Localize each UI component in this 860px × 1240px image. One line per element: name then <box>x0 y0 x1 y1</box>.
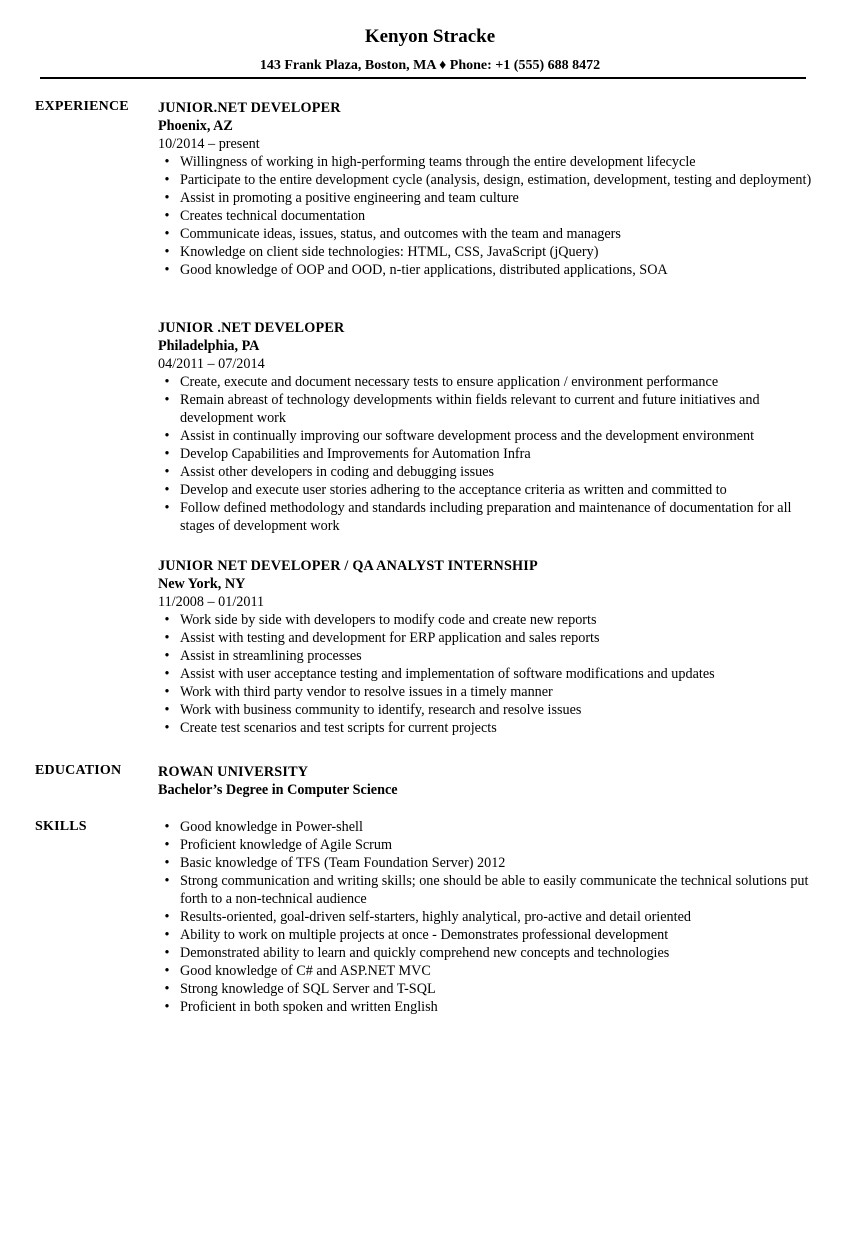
bullet-item <box>158 818 818 836</box>
job-dates: 11/2008 – 01/2011 <box>158 594 265 610</box>
bullet-text: Work side by side with developers to modify code and create new reports <box>180 612 597 628</box>
bullet-text: Willingness of working in high-performing teams through the entire development lifecycle <box>180 154 696 170</box>
bullet-item <box>158 962 818 980</box>
header-divider <box>40 77 806 79</box>
bullet-item <box>158 499 818 535</box>
skills-entry <box>158 818 818 1016</box>
bullet-icon: • <box>164 392 170 408</box>
bullet-item <box>158 647 818 665</box>
bullet-item <box>158 629 818 647</box>
bullet-text: Work with business community to identify, research and resolve issues <box>180 702 582 718</box>
bullet-text: Assist in continually improving our software development process and the development environment <box>180 428 755 444</box>
bullet-item <box>158 445 818 463</box>
bullet-text: Assist in streamlining processes <box>180 648 362 664</box>
bullet-text: Develop Capabilities and Improvements for Automation Infra <box>180 446 531 462</box>
bullet-icon: • <box>164 428 170 444</box>
bullet-text: Knowledge on client side technologies: HTML, CSS, JavaScript (jQuery) <box>180 244 599 260</box>
bullet-text: Assist in promoting a positive engineering and team culture <box>180 190 519 206</box>
bullet-item <box>158 926 818 944</box>
bullet-text: Creates technical documentation <box>180 208 366 224</box>
skills-bullets <box>158 818 818 1016</box>
bullet-text: Assist with testing and development for ERP application and sales reports <box>180 630 600 646</box>
bullet-item <box>158 944 818 962</box>
bullet-text: Basic knowledge of TFS (Team Foundation Server) 2012 <box>180 855 506 871</box>
bullet-text: Good knowledge of OOP and OOD, n-tier applications, distributed applications, SOA <box>180 262 668 278</box>
bullet-icon: • <box>164 630 170 646</box>
bullet-icon: • <box>164 909 170 925</box>
bullet-text: Create test scenarios and test scripts for current projects <box>180 720 497 736</box>
candidate-name: Kenyon Stracke <box>364 26 496 47</box>
school-name: ROWAN UNIVERSITY <box>158 764 309 780</box>
bullet-icon: • <box>164 837 170 853</box>
bullet-icon: • <box>164 190 170 206</box>
bullet-item <box>158 153 818 171</box>
bullet-icon: • <box>164 446 170 462</box>
bullet-item <box>158 719 818 737</box>
bullet-icon: • <box>164 226 170 242</box>
bullet-item <box>158 463 818 481</box>
bullet-text: Ability to work on multiple projects at once - Demonstrates professional development <box>180 927 669 943</box>
degree-name: Bachelor’s Degree in Computer Science <box>158 782 398 798</box>
bullet-item <box>158 243 818 261</box>
bullet-item <box>158 665 818 683</box>
bullet-item <box>158 373 818 391</box>
bullet-item <box>158 611 818 629</box>
bullet-text: Results-oriented, goal-driven self-starters, highly analytical, pro-active and detail oriented <box>180 909 691 925</box>
job-bullets <box>158 153 818 279</box>
bullet-icon: • <box>164 172 170 188</box>
bullet-icon: • <box>164 648 170 664</box>
job-bullets <box>158 373 818 535</box>
bullet-icon: • <box>164 720 170 736</box>
job-entry <box>158 319 818 535</box>
bullet-text: Create, execute and document necessary tests to ensure application / environment performance <box>180 374 719 390</box>
bullet-icon: • <box>164 855 170 871</box>
job-title: JUNIOR NET DEVELOPER / QA ANALYST INTERNSHIP <box>158 558 538 574</box>
job-dates: 04/2011 – 07/2014 <box>158 356 265 372</box>
bullet-icon: • <box>164 963 170 979</box>
bullet-icon: • <box>164 500 170 516</box>
bullet-text: Strong communication and writing skills; one should be able to easily communicate the technical solutions put forth to a non-technical audience <box>180 873 809 907</box>
bullet-text: Follow defined methodology and standards including preparation and maintenance of documentation for all stages of development work <box>180 500 792 534</box>
bullet-item <box>158 908 818 926</box>
bullet-icon: • <box>164 819 170 835</box>
bullet-icon: • <box>164 482 170 498</box>
bullet-icon: • <box>164 666 170 682</box>
bullet-text: Remain abreast of technology developments within fields relevant to current and future initiatives and development work <box>180 392 760 426</box>
bullet-icon: • <box>164 927 170 943</box>
bullet-item <box>158 872 818 908</box>
bullet-text: Demonstrated ability to learn and quickly comprehend new concepts and technologies <box>180 945 670 961</box>
resume-header <box>0 24 860 76</box>
job-title: JUNIOR.NET DEVELOPER <box>158 100 341 116</box>
bullet-text: Participate to the entire development cycle (analysis, design, estimation, development, testing and deployment) <box>180 172 812 188</box>
bullet-item <box>158 207 818 225</box>
job-entry <box>158 557 818 737</box>
bullet-text: Communicate ideas, issues, status, and outcomes with the team and managers <box>180 226 621 242</box>
bullet-item <box>158 998 818 1016</box>
bullet-text: Proficient knowledge of Agile Scrum <box>180 837 392 853</box>
bullet-item <box>158 225 818 243</box>
job-entry <box>158 99 818 279</box>
education-entry <box>158 763 818 799</box>
bullet-icon: • <box>164 981 170 997</box>
bullet-icon: • <box>164 374 170 390</box>
section-label-experience: EXPERIENCE <box>35 99 129 114</box>
section-label-skills: SKILLS <box>35 819 87 834</box>
bullet-text: Strong knowledge of SQL Server and T-SQL <box>180 981 436 997</box>
bullet-item <box>158 189 818 207</box>
bullet-icon: • <box>164 945 170 961</box>
bullet-text: Good knowledge of C# and ASP.NET MVC <box>180 963 431 979</box>
bullet-item <box>158 980 818 998</box>
bullet-icon: • <box>164 999 170 1015</box>
bullet-item <box>158 836 818 854</box>
job-location: Phoenix, AZ <box>158 118 233 134</box>
bullet-text: Work with third party vendor to resolve issues in a timely manner <box>180 684 553 700</box>
bullet-icon: • <box>164 208 170 224</box>
bullet-item <box>158 854 818 872</box>
job-bullets <box>158 611 818 737</box>
bullet-text: Proficient in both spoken and written English <box>180 999 438 1015</box>
bullet-icon: • <box>164 612 170 628</box>
job-location: Philadelphia, PA <box>158 338 260 354</box>
bullet-icon: • <box>164 684 170 700</box>
bullet-item <box>158 261 818 279</box>
contact-line: 143 Frank Plaza, Boston, MA ♦ Phone: +1 (555) 688 8472 <box>259 58 601 73</box>
bullet-icon: • <box>164 262 170 278</box>
bullet-text: Develop and execute user stories adhering to the acceptance criteria as written and committed to <box>180 482 727 498</box>
bullet-icon: • <box>164 244 170 260</box>
bullet-item <box>158 481 818 499</box>
bullet-icon: • <box>164 873 170 889</box>
bullet-item <box>158 171 818 189</box>
bullet-item <box>158 391 818 427</box>
bullet-icon: • <box>164 464 170 480</box>
bullet-text: Good knowledge in Power-shell <box>180 819 363 835</box>
bullet-text: Assist with user acceptance testing and implementation of software modifications and updates <box>180 666 715 682</box>
bullet-text: Assist other developers in coding and debugging issues <box>180 464 495 480</box>
job-title: JUNIOR .NET DEVELOPER <box>158 320 345 336</box>
bullet-item <box>158 427 818 445</box>
job-location: New York, NY <box>158 576 246 592</box>
bullet-icon: • <box>164 154 170 170</box>
job-dates: 10/2014 – present <box>158 136 260 152</box>
bullet-item <box>158 701 818 719</box>
section-label-education: EDUCATION <box>35 763 122 778</box>
bullet-icon: • <box>164 702 170 718</box>
bullet-item <box>158 683 818 701</box>
